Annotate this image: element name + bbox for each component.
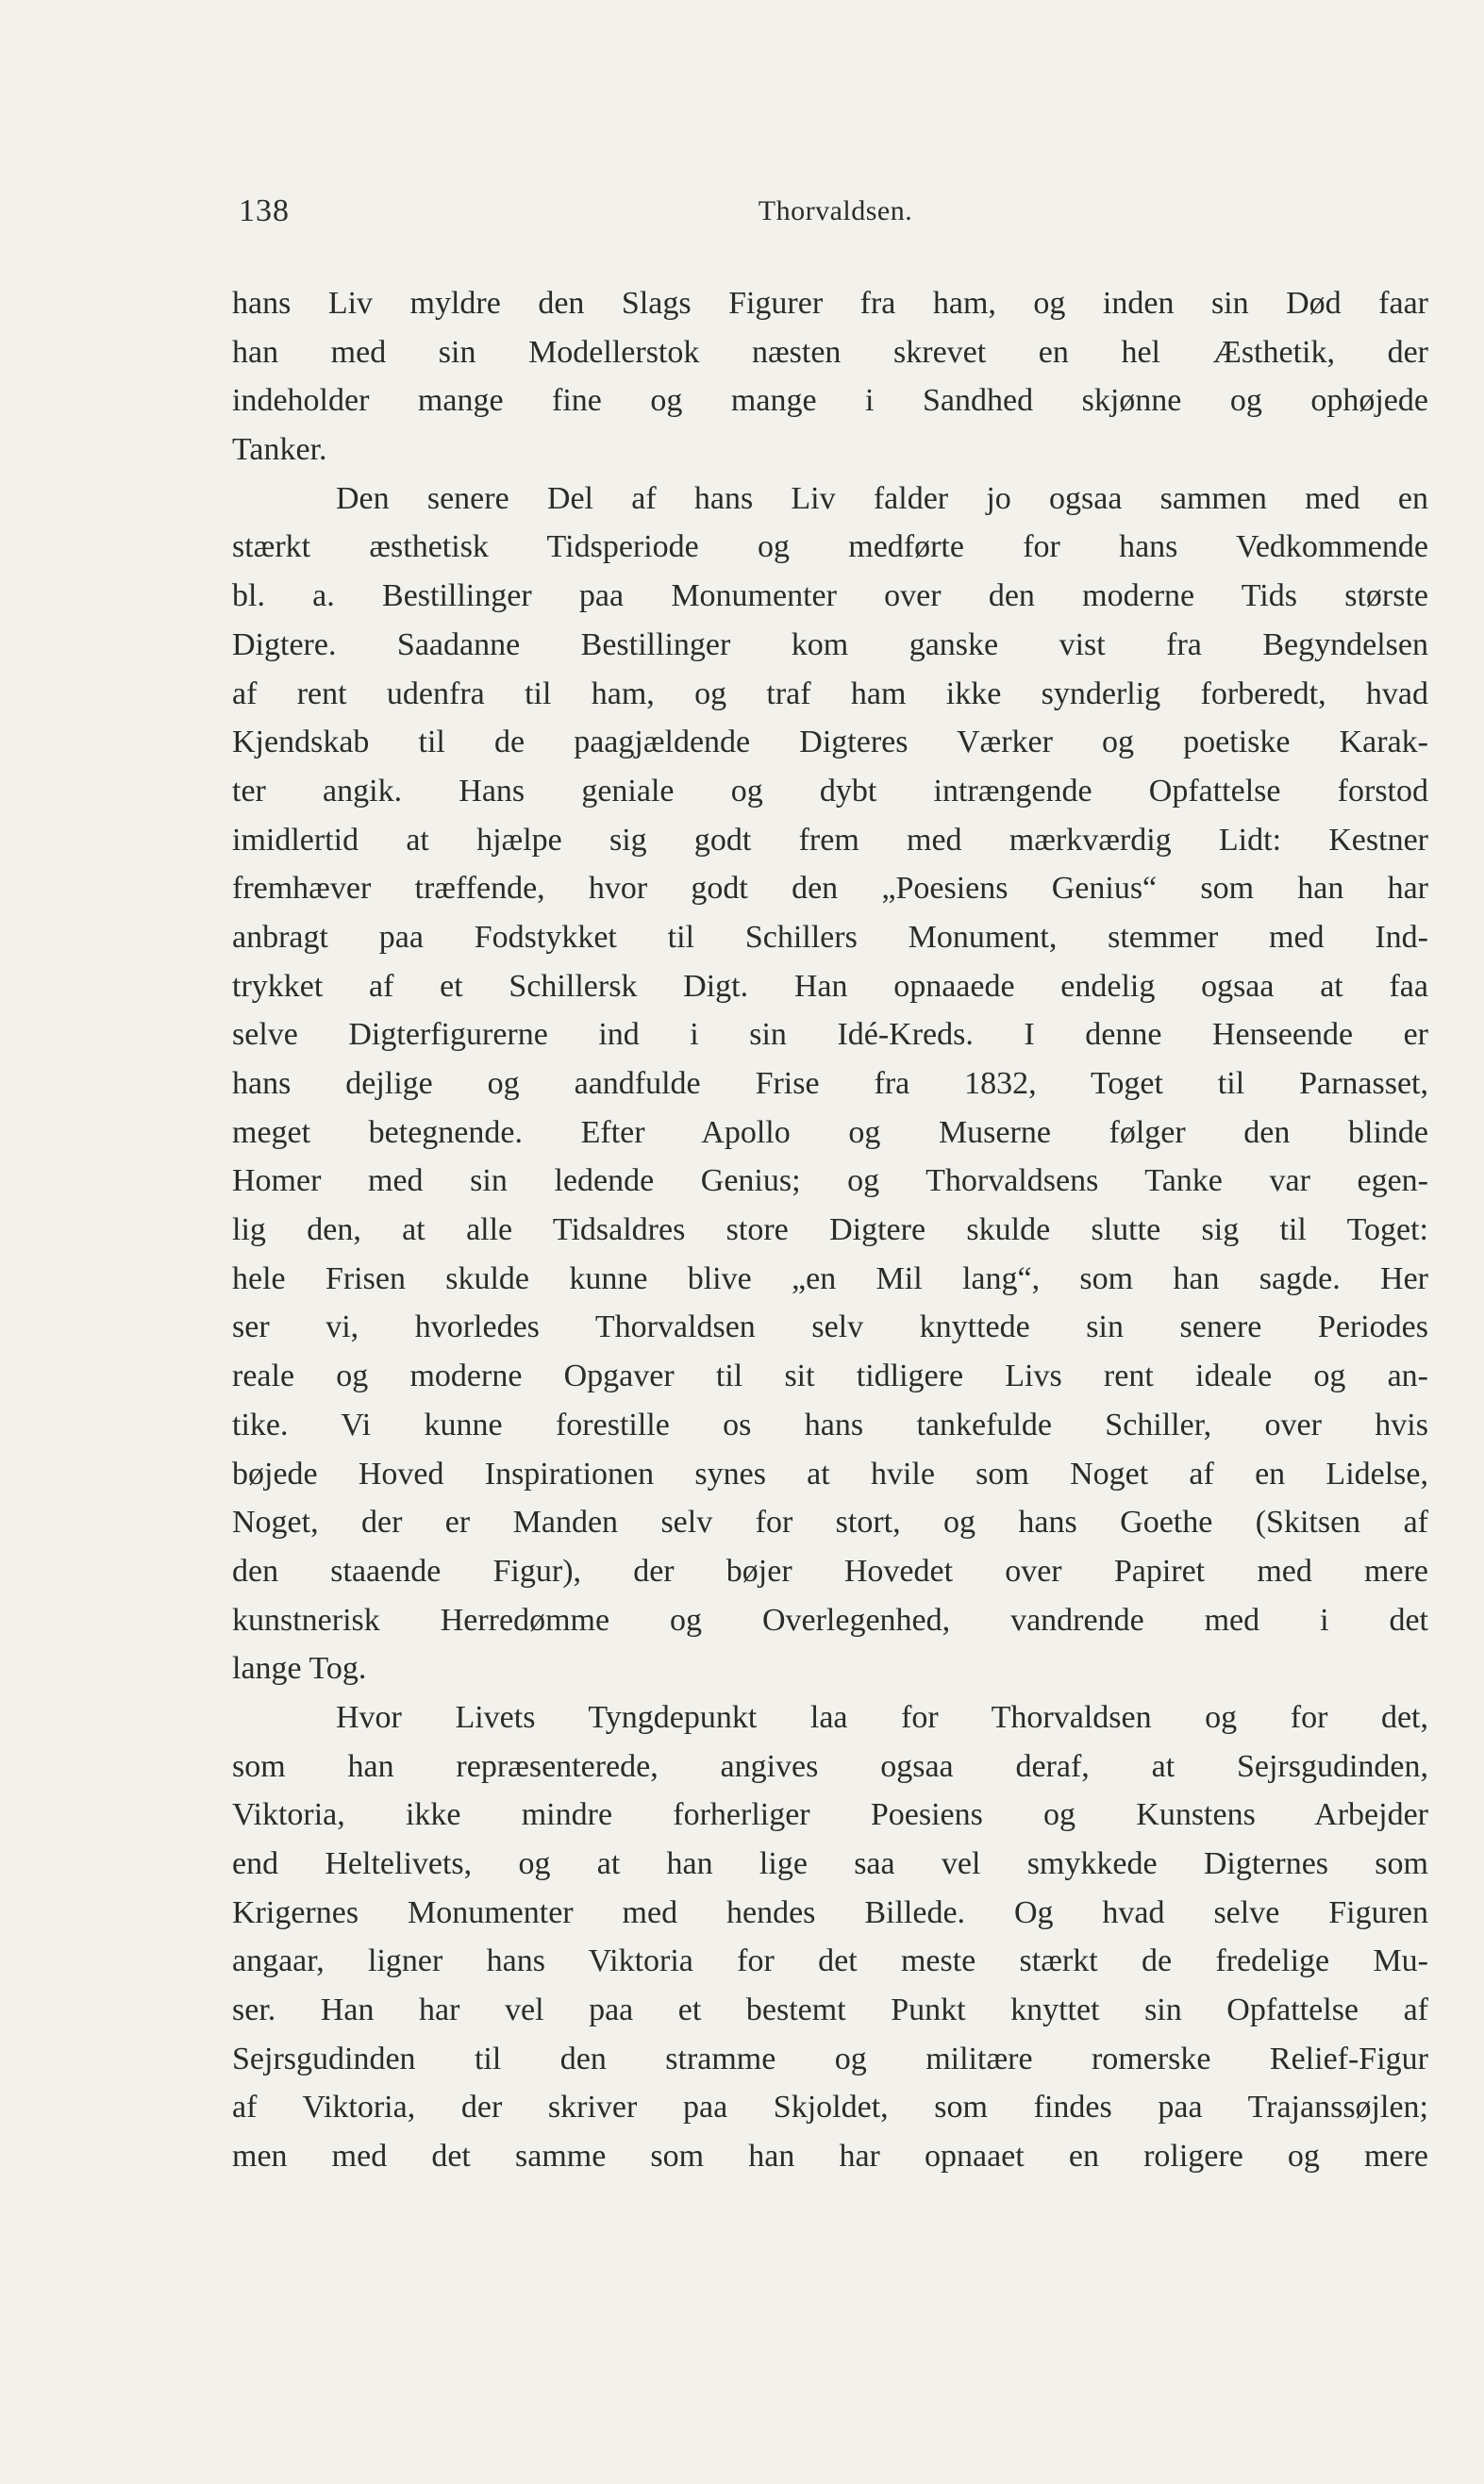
text-line: indeholder mange fine og mange i Sandhed skjønne og ophøjede — [232, 383, 1428, 419]
text-line: end Heltelivets, og at han lige saa vel smykkede Digternes som — [232, 1846, 1428, 1881]
page-header — [239, 193, 1432, 241]
text-line: meget betegnende. Efter Apollo og Muserne følger den blinde — [232, 1114, 1428, 1150]
text-line: Tanker. — [232, 432, 327, 468]
text-line: bøjede Hoved Inspirationen synes at hvile som Noget af en Lidelse, — [232, 1456, 1428, 1492]
text-line: hans dejlige og aandfulde Frise fra 1832, Toget til Parnasset, — [232, 1066, 1428, 1101]
text-line: Hvor Livets Tyngdepunkt laa for Thorvaldsen og for det, — [336, 1699, 1428, 1735]
text-line: fremhæver træffende, hvor godt den „Poesiens Genius“ som han har — [232, 871, 1428, 907]
text-line: Sejrsgudinden til den stramme og militære romerske Relief-Figur — [232, 2041, 1428, 2076]
text-line: af rent udenfra til ham, og traf ham ikke synderlig forberedt, hvad — [232, 675, 1428, 711]
text-line: anbragt paa Fodstykket til Schillers Monument, stemmer med Ind- — [232, 919, 1428, 955]
text-line: stærkt æsthetisk Tidsperiode og medførte for hans Vedkommende — [232, 529, 1428, 565]
text-line: imidlertid at hjælpe sig godt frem med mærkværdig Lidt: Kestner — [232, 822, 1428, 858]
text-line: reale og moderne Opgaver til sit tidligere Livs rent ideale og an- — [232, 1359, 1428, 1394]
text-line: ser. Han har vel paa et bestemt Punkt knyttet sin Opfattelse af — [232, 1992, 1428, 2028]
body-text — [232, 279, 1428, 2181]
text-line: hele Frisen skulde kunne blive „en Mil lang“, som han sagde. Her — [232, 1260, 1428, 1296]
text-line: den staaende Figur), der bøjer Hovedet over Papiret med mere — [232, 1553, 1428, 1589]
text-line: Krigernes Monumenter med hendes Billede. Og hvad selve Figuren — [232, 1894, 1428, 1930]
page-number: 138 — [239, 193, 290, 228]
text-line: angaar, ligner hans Viktoria for det meste stærkt de fredelige Mu- — [232, 1943, 1428, 1979]
text-line: Kjendskab til de paagjældende Digteres Værker og poetiske Karak- — [232, 725, 1428, 760]
running-title: Thorvaldsen. — [758, 195, 913, 226]
text-line: Noget, der er Manden selv for stort, og hans Goethe (Skitsen af — [232, 1505, 1428, 1541]
text-line: Den senere Del af hans Liv falder jo ogsaa sammen med en — [336, 480, 1428, 516]
text-line: af Viktoria, der skriver paa Skjoldet, som findes paa Trajanssøjlen; — [232, 2090, 1428, 2126]
text-line: bl. a. Bestillinger paa Monumenter over den moderne Tids største — [232, 578, 1428, 614]
text-line: Homer med sin ledende Genius; og Thorvaldsens Tanke var egen- — [232, 1163, 1428, 1199]
text-line: kunstnerisk Herredømme og Overlegenhed, vandrende med i det — [232, 1602, 1428, 1638]
text-line: tike. Vi kunne forestille os hans tankefulde Schiller, over hvis — [232, 1407, 1428, 1442]
text-line: han med sin Modellerstok næsten skrevet en hel Æsthetik, der — [232, 334, 1428, 370]
text-line: Viktoria, ikke mindre forherliger Poesiens og Kunstens Arbejder — [232, 1797, 1428, 1833]
text-line: som han repræsenterede, angives ogsaa deraf, at Sejrsgudinden, — [232, 1748, 1428, 1784]
text-line: ser vi, hvorledes Thorvaldsen selv knyttede sin senere Periodes — [232, 1309, 1428, 1345]
text-line: lig den, at alle Tidsaldres store Digtere skulde slutte sig til Toget: — [232, 1212, 1428, 1248]
text-line: men med det samme som han har opnaaet en roligere og mere — [232, 2139, 1428, 2175]
text-line: Digtere. Saadanne Bestillinger kom ganske vist fra Begyndelsen — [232, 626, 1428, 662]
text-line: lange Tog. — [232, 1651, 367, 1687]
text-line: trykket af et Schillersk Digt. Han opnaaede endelig ogsaa at faa — [232, 968, 1428, 1004]
text-line: hans Liv myldre den Slags Figurer fra ham, og inden sin Død faar — [232, 286, 1428, 321]
text-line: selve Digterfigurerne ind i sin Idé-Kreds. I denne Henseende er — [232, 1017, 1428, 1053]
text-line: ter angik. Hans geniale og dybt intrængende Opfattelse forstod — [232, 773, 1428, 809]
